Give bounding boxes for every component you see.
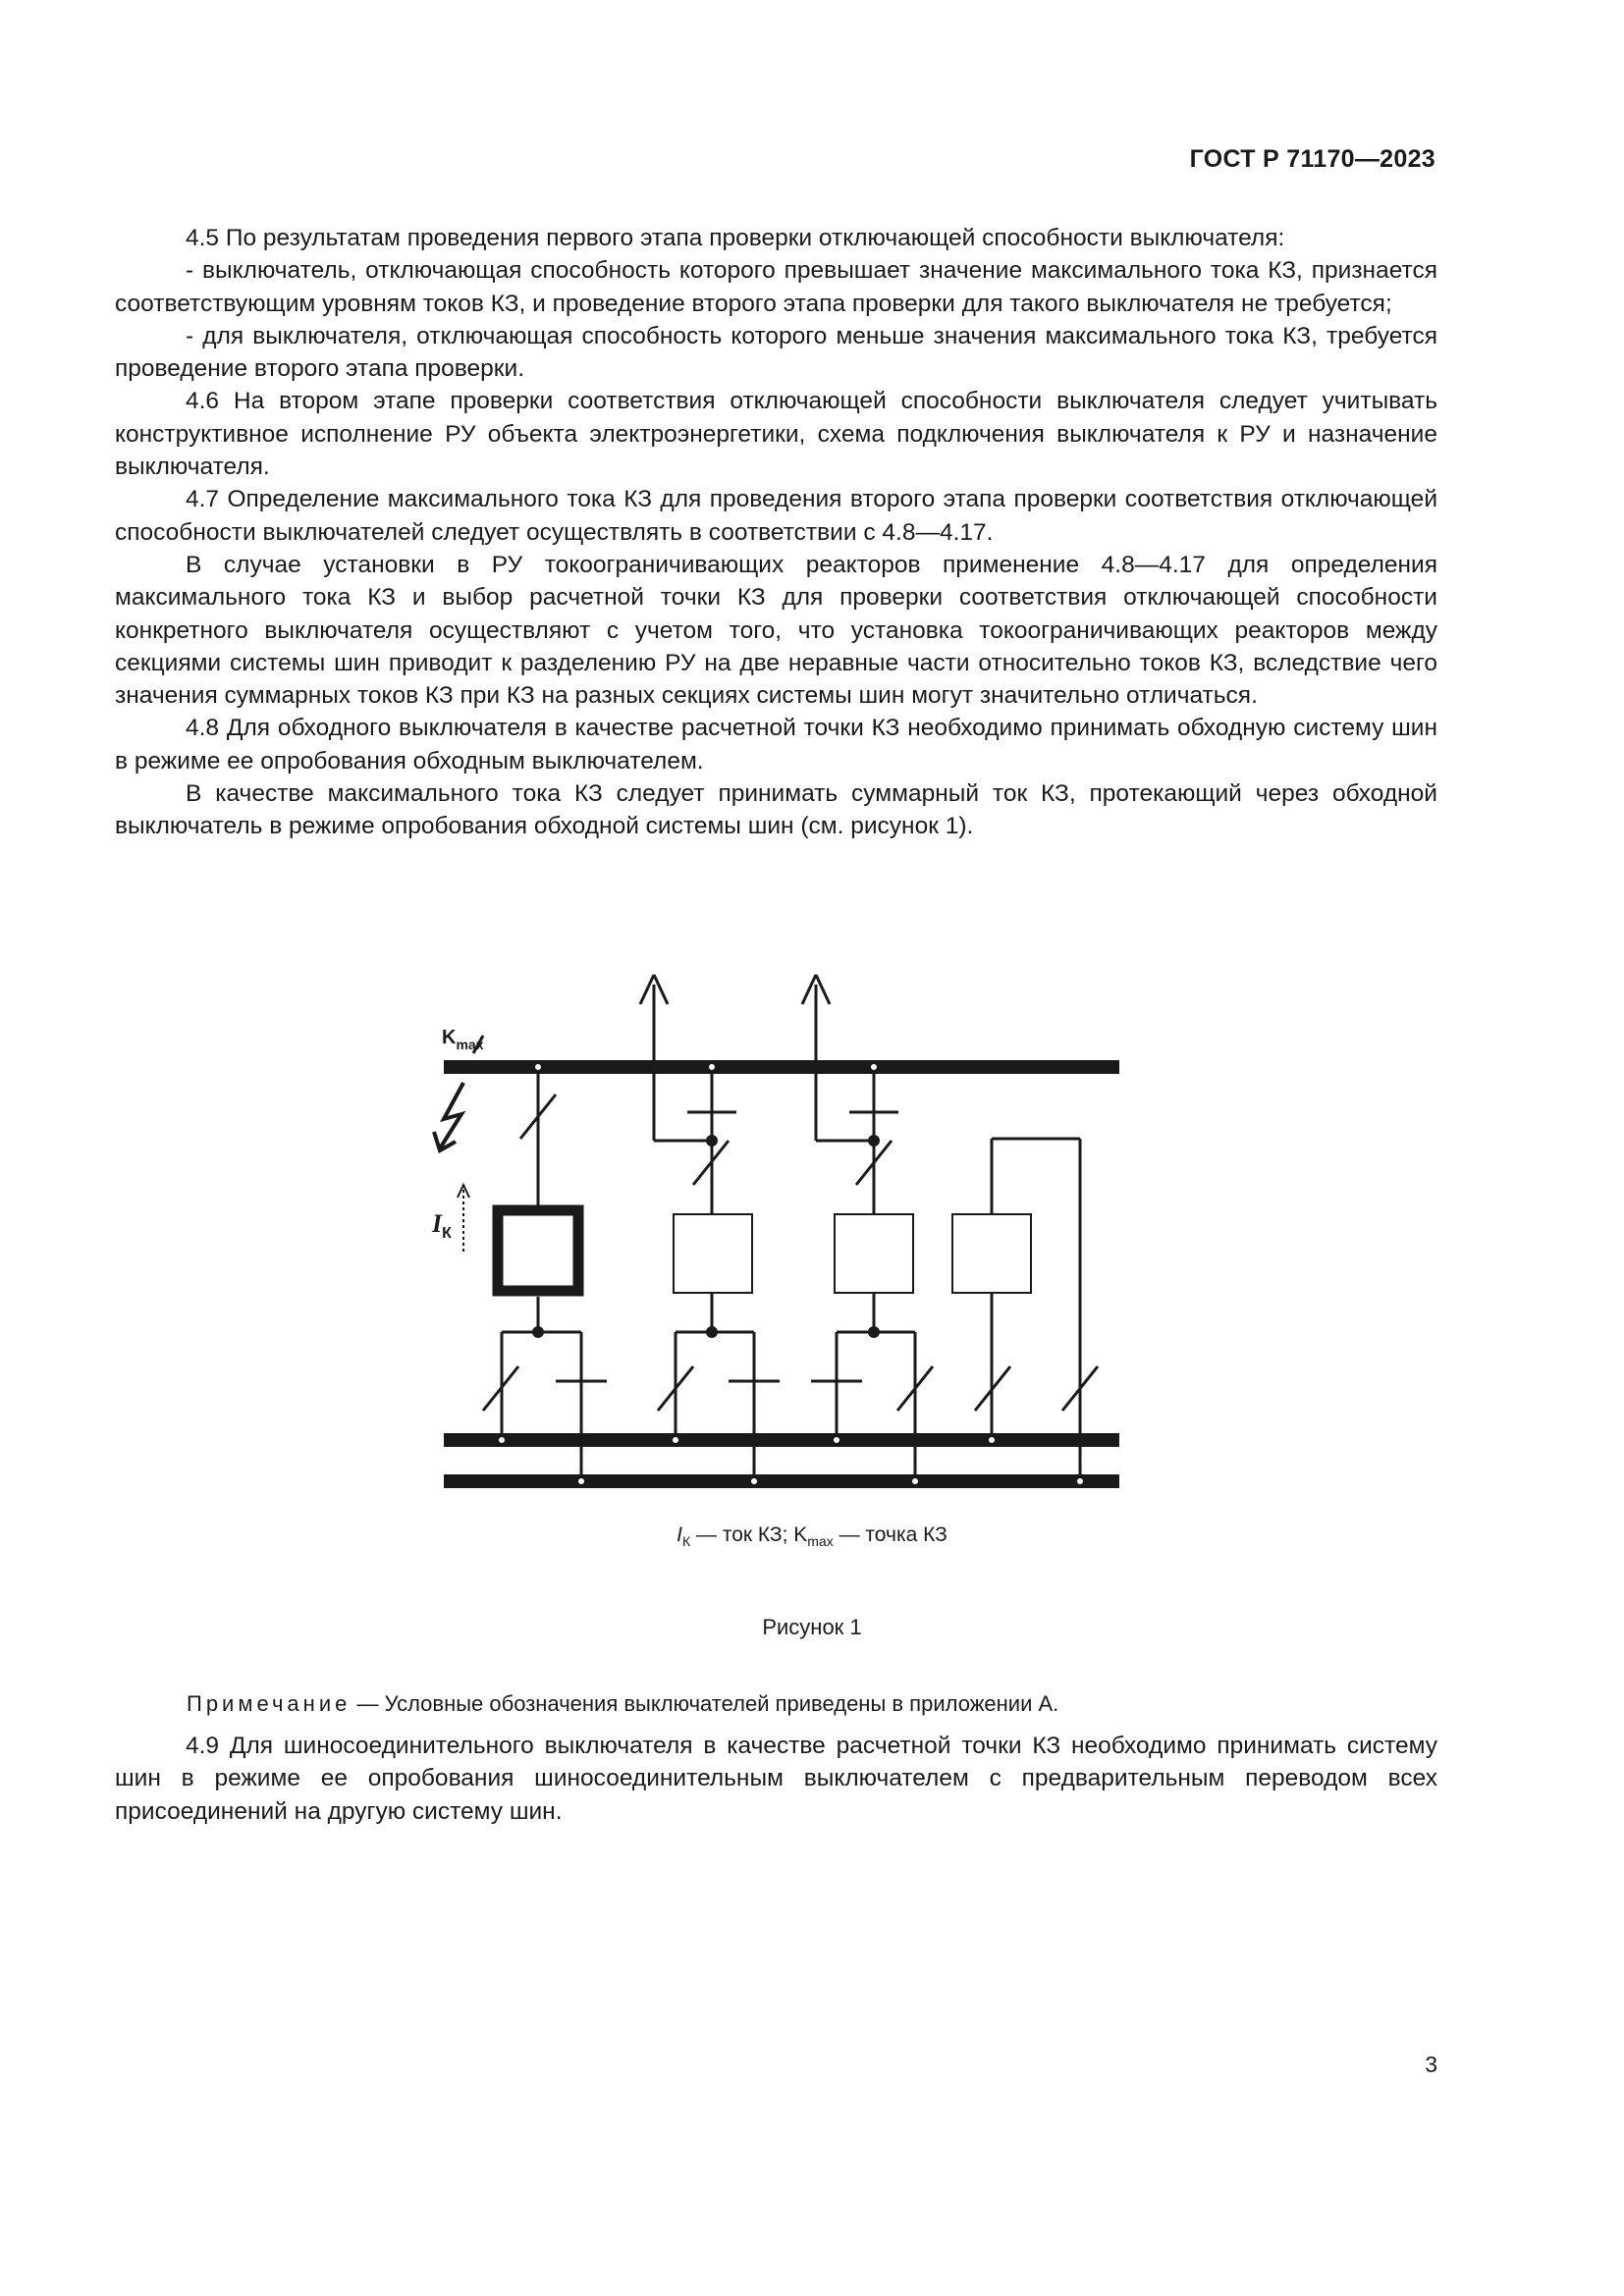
bypass-busbar (444, 1060, 1119, 1074)
body-text (115, 222, 1437, 843)
paragraph-4-5: 4.5 По результатам проведения первого этапа проверки отключающей способности выключателя: (186, 225, 1285, 251)
note-text: — Условные обозначения выключателей приведены в приложении А. (351, 1691, 1059, 1716)
paragraph-reactors: В случае установки в РУ токоограничивающих реакторов применение 4.8—4.17 для определения максимального тока КЗ и выбор расчетной точки КЗ для проверки соответствия отключающей способности конкретного выключателя осуществляют с учетом того, что установка токоограничивающих реакторов между секциями системы шин приводит к разделению РУ на две неравные части относительно токов КЗ, вследствие чего значения суммарных токов КЗ при КЗ на разных секциях системы шин могут значительно отличаться. (115, 551, 1437, 710)
paragraph-4-7: 4.7 Определение максимального тока КЗ для проведения второго этапа проверки соответствия отключающей способности выключателей следует осуществлять в соответствии с 4.8—4.17. (115, 486, 1437, 546)
paragraph-4-8: 4.8 Для обходного выключателя в качестве расчетной точки КЗ необходимо принимать обходную систему шин в режиме ее опробования обходным выключателем. (115, 715, 1437, 774)
fault-arrow-icon (440, 1083, 463, 1148)
fault-point-label: $K_{max}$ (442, 1027, 484, 1052)
note (187, 1691, 1443, 1717)
body-text-continued (115, 1730, 1437, 1828)
busbar-1 (444, 1433, 1119, 1447)
feeder-breaker-1 (674, 1214, 752, 1293)
figure-title: Рисунок 1 (762, 1615, 862, 1639)
bypass-breaker (498, 1210, 578, 1291)
figure-legend: $I_К$ — ток КЗ; $K_{max}$ — точка КЗ (677, 1523, 947, 1550)
list-item-1: - выключатель, отключающая способность которого превышает значение максимального тока КЗ, признается соответствующим уровням токов КЗ, и проведение второго этапа проверки для такого выключателя не требуется; (115, 257, 1437, 317)
list-item-2: - для выключателя, отключающая способность которого меньше значения максимального тока КЗ, требуется проведение второго этапа проверки. (115, 322, 1437, 383)
paragraph-4-9: 4.9 Для шиносоединительного выключателя в качестве расчетной точки КЗ необходимо принимать систему шин в режиме ее опробования шиносоединительным выключателем с предварительным переводом всех присоединений на другую систему шин. (115, 1733, 1437, 1825)
page-number: 3 (1425, 2052, 1437, 2077)
current-label: $I_К$ (432, 1209, 452, 1242)
feeder-breaker-2 (835, 1214, 913, 1293)
circuit-diagram (412, 967, 1144, 1497)
note-label: Примечание (187, 1691, 352, 1716)
paragraph-max-current: В качестве максимального тока КЗ следует принимать суммарный ток КЗ, протекающий через обходной выключатель в режиме опробования обходной системы шин (см. рисунок 1). (115, 780, 1437, 840)
busbar-2 (444, 1474, 1119, 1488)
bus-coupler-breaker (952, 1214, 1031, 1293)
document-id: ГОСТ Р 71170—2023 (1189, 145, 1435, 173)
paragraph-4-6: 4.6 На втором этапе проверки соответствия отключающей способности выключателя следует учитывать конструктивное исполнение РУ объекта электроэнергетики, схема подключения выключателя к РУ и назначение выключателя. (115, 388, 1437, 481)
